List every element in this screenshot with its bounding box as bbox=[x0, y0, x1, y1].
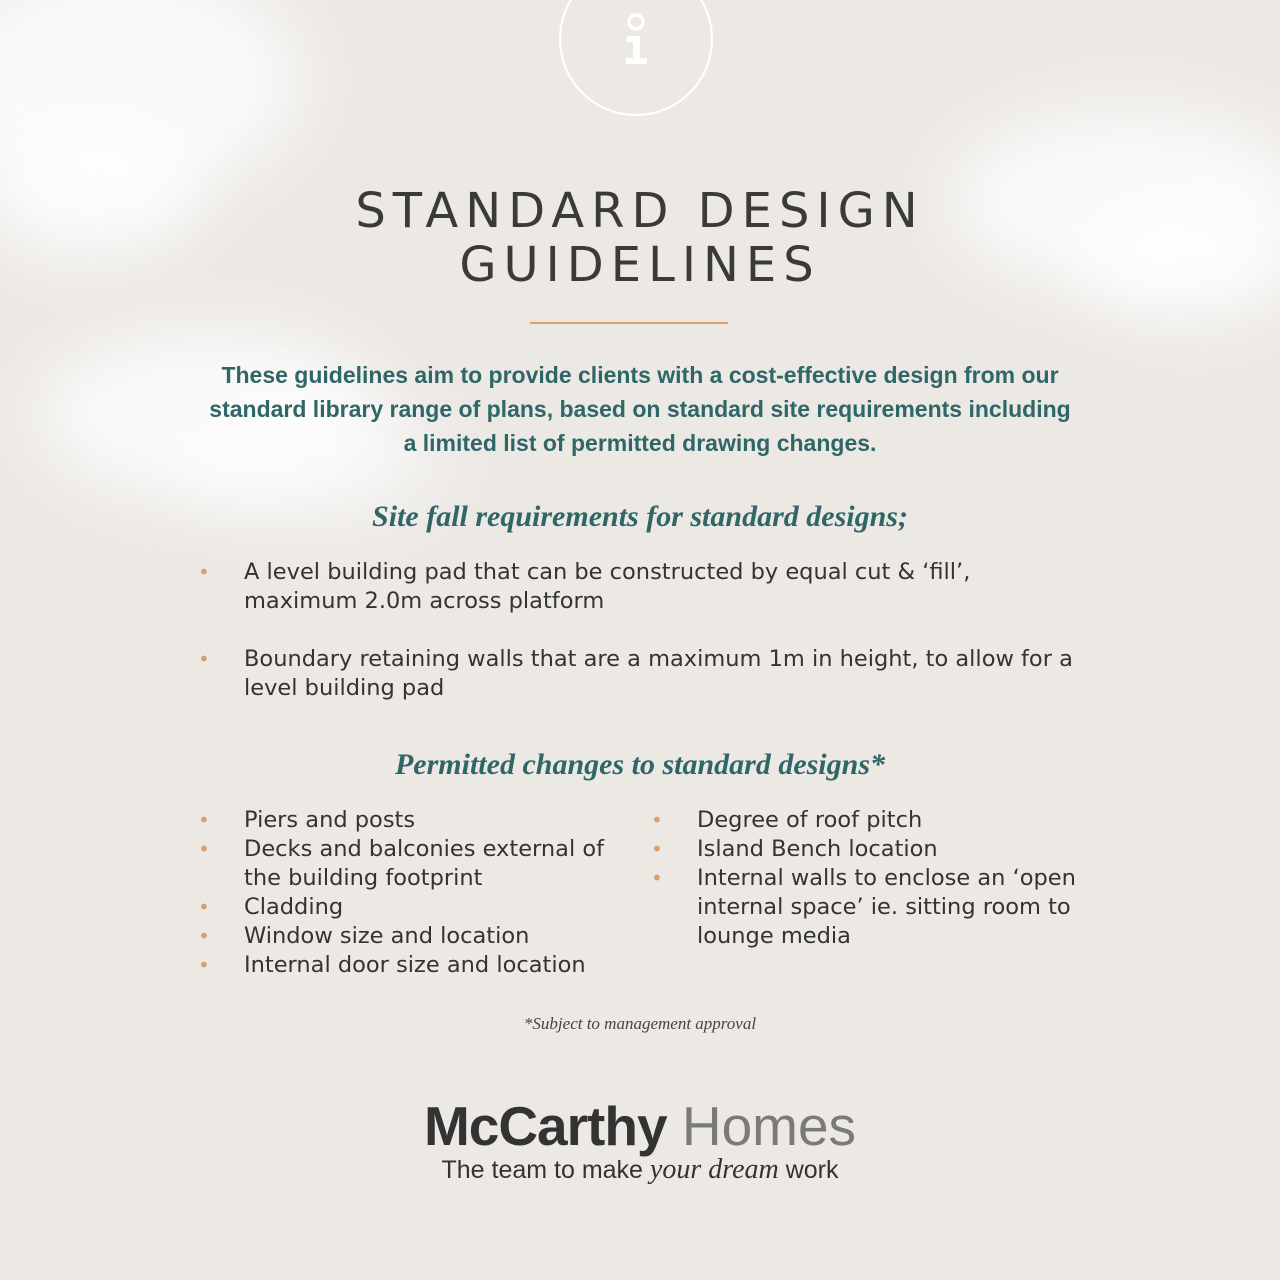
brand-name-bold: McCarthy bbox=[423, 1095, 667, 1157]
permitted-list-right bbox=[651, 806, 1091, 951]
title-line-2: GUIDELINES bbox=[459, 237, 821, 293]
list-item: • Piers and posts bbox=[198, 807, 416, 833]
bullet-icon: • bbox=[198, 924, 210, 948]
bullet-icon: • bbox=[198, 647, 210, 671]
bullet-icon: • bbox=[198, 808, 210, 832]
bullet-icon: • bbox=[198, 953, 210, 977]
list-item: • A level building pad that can be constructed by equal cut & ‘fill’, maximum 2.0m across platform bbox=[198, 559, 971, 614]
bullet-icon: • bbox=[651, 866, 663, 890]
list-item: • Window size and location bbox=[198, 923, 530, 949]
site-fall-list bbox=[198, 558, 1088, 732]
bullet-icon: • bbox=[198, 560, 210, 584]
permitted-list-left bbox=[198, 806, 638, 980]
tagline-pre: The team to make bbox=[441, 1156, 643, 1184]
permitted-heading: Permitted changes to standard designs* bbox=[394, 748, 886, 781]
bullet-icon: • bbox=[198, 895, 210, 919]
title-divider bbox=[530, 322, 728, 324]
list-item: • Degree of roof pitch bbox=[651, 807, 923, 833]
list-item: • Boundary retaining walls that are a maximum 1m in height, to allow for a level building pad bbox=[198, 646, 1073, 701]
brand-logo bbox=[0, 1094, 1280, 1158]
intro-text: These guidelines aim to provide clients with a cost-effective design from our standard library range of plans, based on standard site requirements including a limited list of permitted drawing changes. bbox=[209, 362, 1071, 456]
bullet-icon: • bbox=[198, 837, 210, 861]
brand-name-light: Homes bbox=[681, 1095, 857, 1157]
page-title bbox=[0, 184, 1280, 292]
list-item: • Internal walls to enclose an ‘open internal space’ ie. sitting room to lounge media bbox=[651, 865, 1076, 949]
tagline-post: work bbox=[785, 1156, 839, 1184]
brand-tagline bbox=[0, 1154, 1280, 1186]
bullet-icon: • bbox=[651, 808, 663, 832]
list-item: • Cladding bbox=[198, 894, 344, 920]
tagline-italic: your dream bbox=[649, 1154, 779, 1185]
list-item: • Island Bench location bbox=[651, 836, 938, 862]
info-icon bbox=[621, 12, 653, 66]
title-line-1: STANDARD DESIGN bbox=[355, 183, 925, 239]
footnote: *Subject to management approval bbox=[523, 1014, 757, 1033]
list-item: • Decks and balconies external of the building footprint bbox=[198, 836, 605, 891]
bullet-icon: • bbox=[651, 837, 663, 861]
list-item: • Internal door size and location bbox=[198, 952, 586, 978]
site-fall-heading: Site fall requirements for standard designs; bbox=[372, 500, 908, 533]
